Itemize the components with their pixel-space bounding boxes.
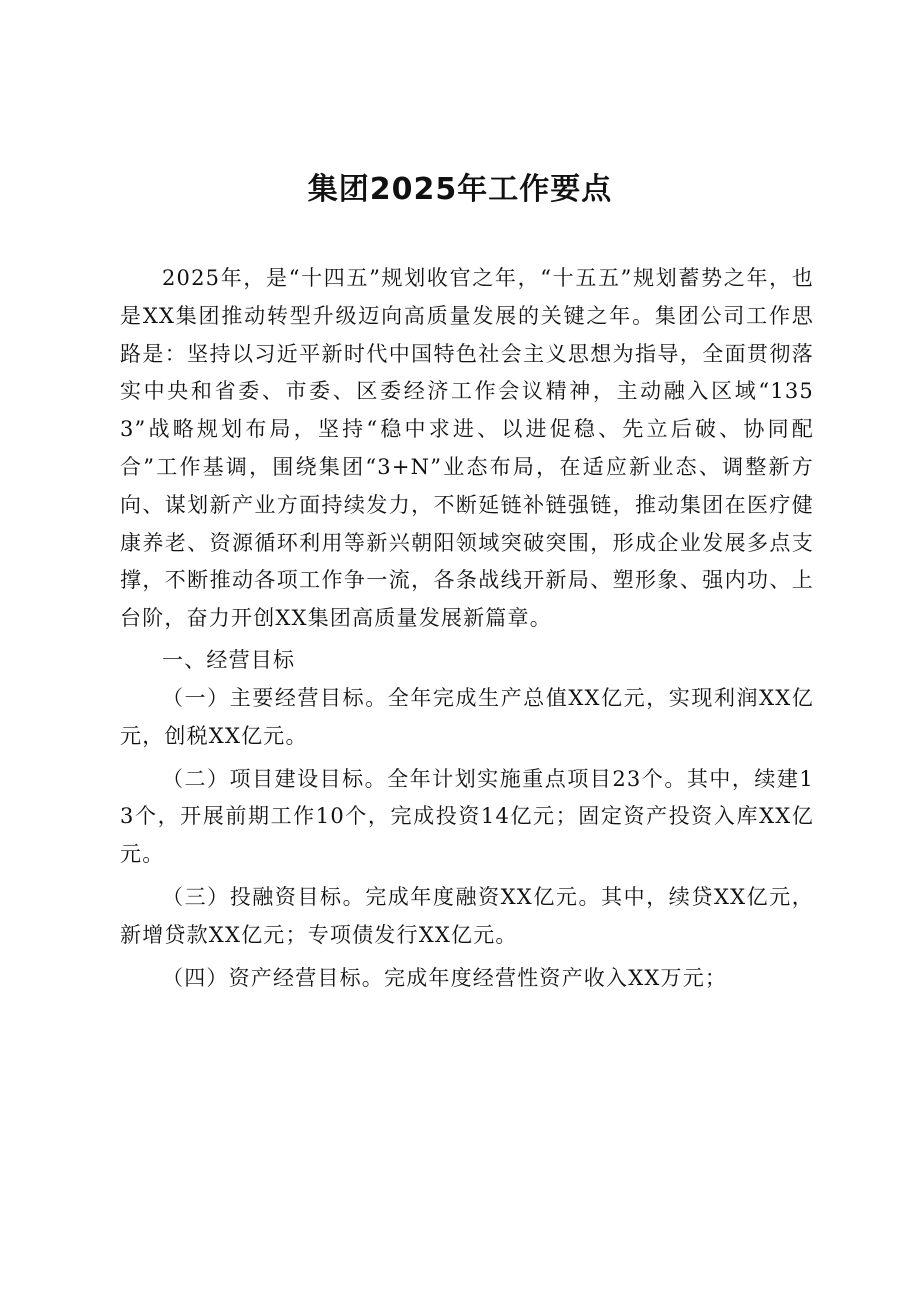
goal-item-asset-operation: （四）资产经营目标。完成年度经营性资产收入XX万元； <box>162 965 728 990</box>
intro-paragraph: 2025年，是“十四五”规划收官之年，“十五五”规划蓄势之年，也是XX集团推动转型升级迈向高质量发展的关键之年。集团公司工作思路是：坚持以习近平新时代中国特色社会主义思想为指导，全面贯彻落实中央和省委、市委、区委经济工作会议精神，主动融入区域“1353”战略规划布局，坚持“稳中求进、以进促稳、先立后破、协同配合”工作基调，围绕集团“3+N”业态布局，在适应新业态、调整新方向、谋划新产业方面持续发力，不断延链补链强链，推动集团在医疗健康养老、资源循环利用等新兴朝阳领域突破突围，形成企业发展多点支撑，不断推动各项工作争一流，各条战线开新局、塑形象、强内功、上台阶，奋力开创XX集团高质量发展新篇章。 <box>120 266 814 631</box>
document-body <box>120 260 814 997</box>
document-title: 集团2025年工作要点 <box>307 172 613 207</box>
goal-item-investment-financing: （三）投融资目标。完成年度融资XX亿元。其中，续贷XX亿元，新增贷款XX亿元；专项债发行XX亿元。 <box>120 884 814 947</box>
goal-item-project-construction: （二）项目建设目标。全年计划实施重点项目23个。其中，续建13个，开展前期工作10个，完成投资14亿元；固定资产投资入库XX亿元。 <box>120 766 814 867</box>
section-heading-business-goals: 一、经营目标 <box>162 647 296 672</box>
goal-item-main-business: （一）主要经营目标。全年完成生产总值XX亿元，实现利润XX亿元，创税XX亿元。 <box>120 685 814 748</box>
